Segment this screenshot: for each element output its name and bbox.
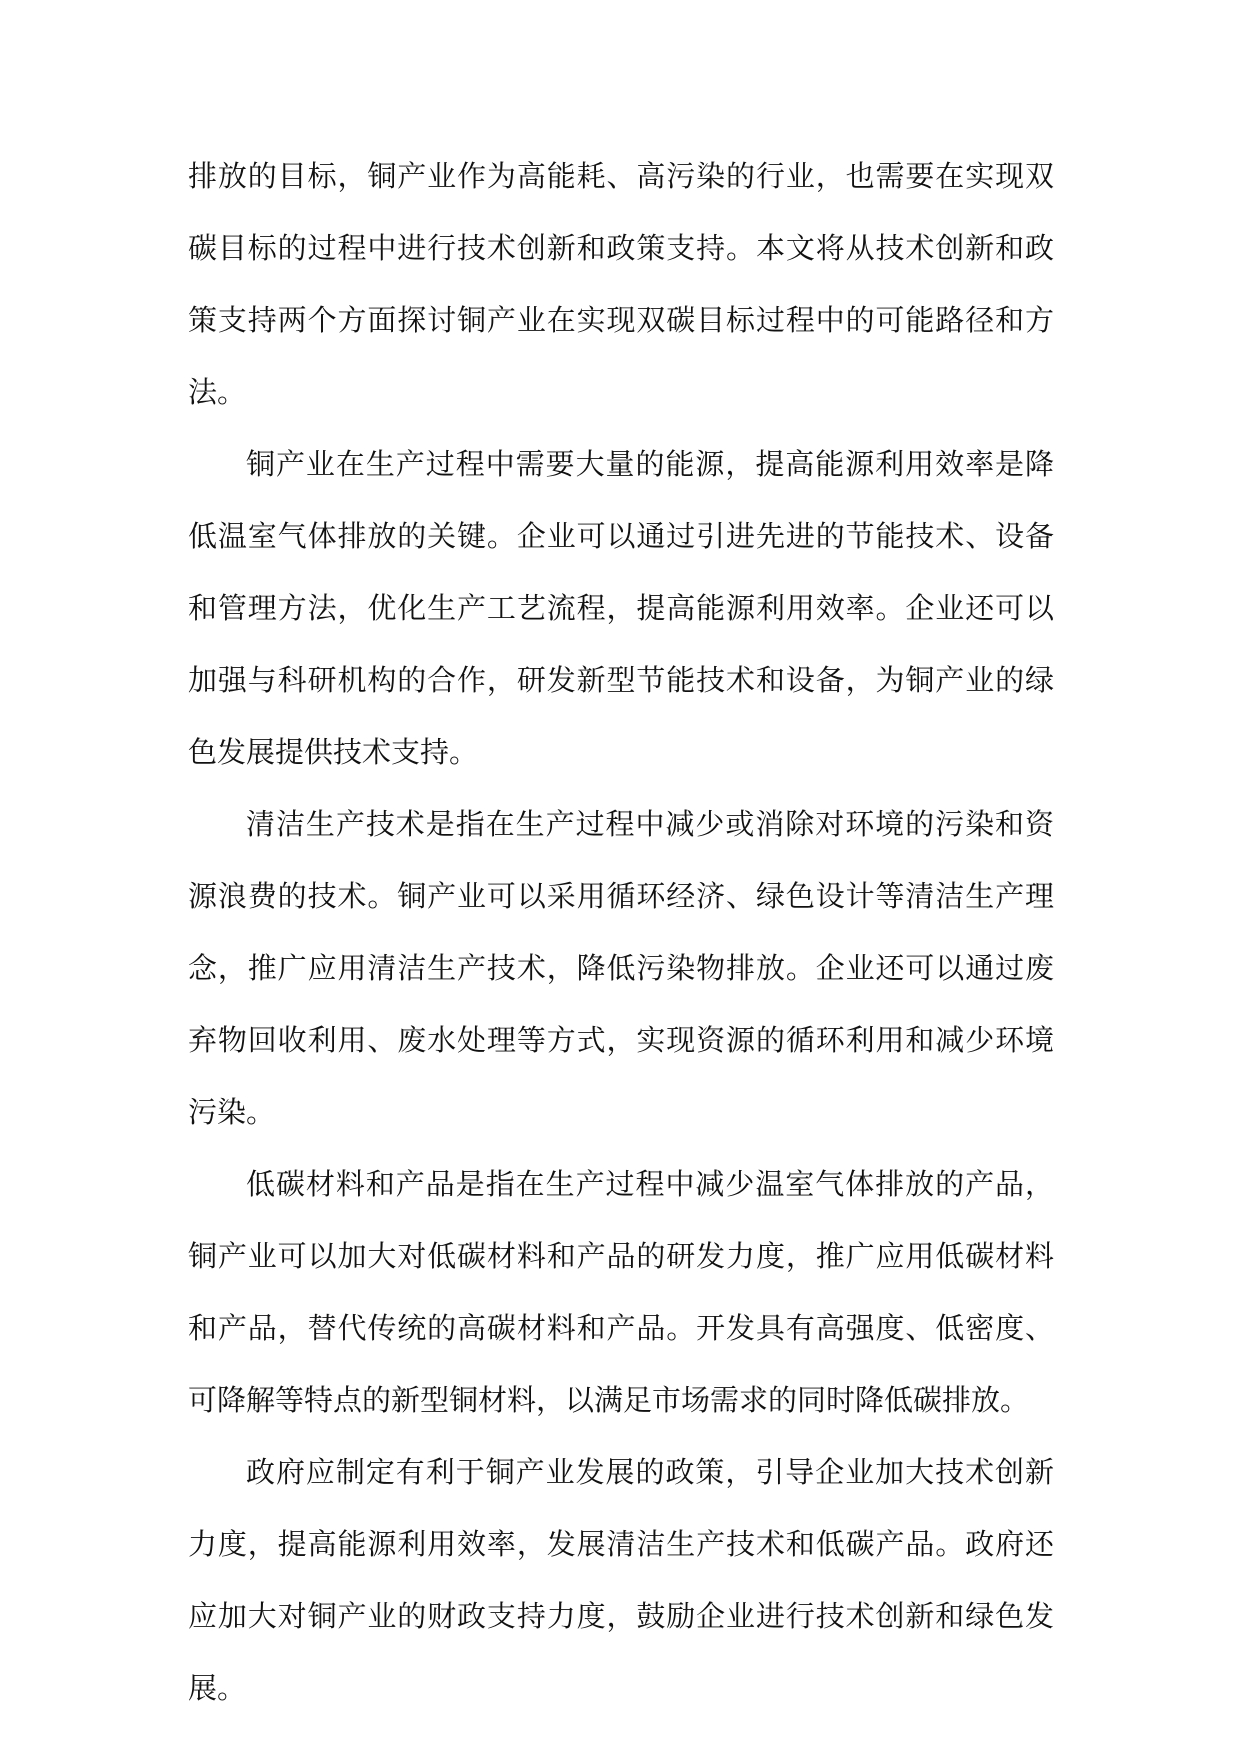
paragraph-4: 低碳材料和产品是指在生产过程中减少温室气体排放的产品，铜产业可以加大对低碳材料和产品的研发力度，推广应用低碳材料和产品，替代传统的高碳材料和产品。开发具有高强度、低密度、可降解等特点的新型铜材料，以满足市场需求的同时降低碳排放。 [188,1167,1054,1417]
document-body [188,140,1054,1724]
paragraph-5: 政府应制定有利于铜产业发展的政策，引导企业加大技术创新力度，提高能源利用效率，发展清洁生产技术和低碳产品。政府还应加大对铜产业的财政支持力度，鼓励企业进行技术创新和绿色发展。 [188,1455,1054,1705]
paragraph-3: 清洁生产技术是指在生产过程中减少或消除对环境的污染和资源浪费的技术。铜产业可以采用循环经济、绿色设计等清洁生产理念，推广应用清洁生产技术，降低污染物排放。企业还可以通过废弃物回收利用、废水处理等方式，实现资源的循环利用和减少环境污染。 [188,807,1054,1129]
paragraph-1: 排放的目标，铜产业作为高能耗、高污染的行业，也需要在实现双碳目标的过程中进行技术创新和政策支持。本文将从技术创新和政策支持两个方面探讨铜产业在实现双碳目标过程中的可能路径和方法。 [188,159,1054,409]
paragraph-2: 铜产业在生产过程中需要大量的能源，提高能源利用效率是降低温室气体排放的关键。企业可以通过引进先进的节能技术、设备和管理方法，优化生产工艺流程，提高能源利用效率。企业还可以加强与科研机构的合作，研发新型节能技术和设备，为铜产业的绿色发展提供技术支持。 [188,447,1054,769]
